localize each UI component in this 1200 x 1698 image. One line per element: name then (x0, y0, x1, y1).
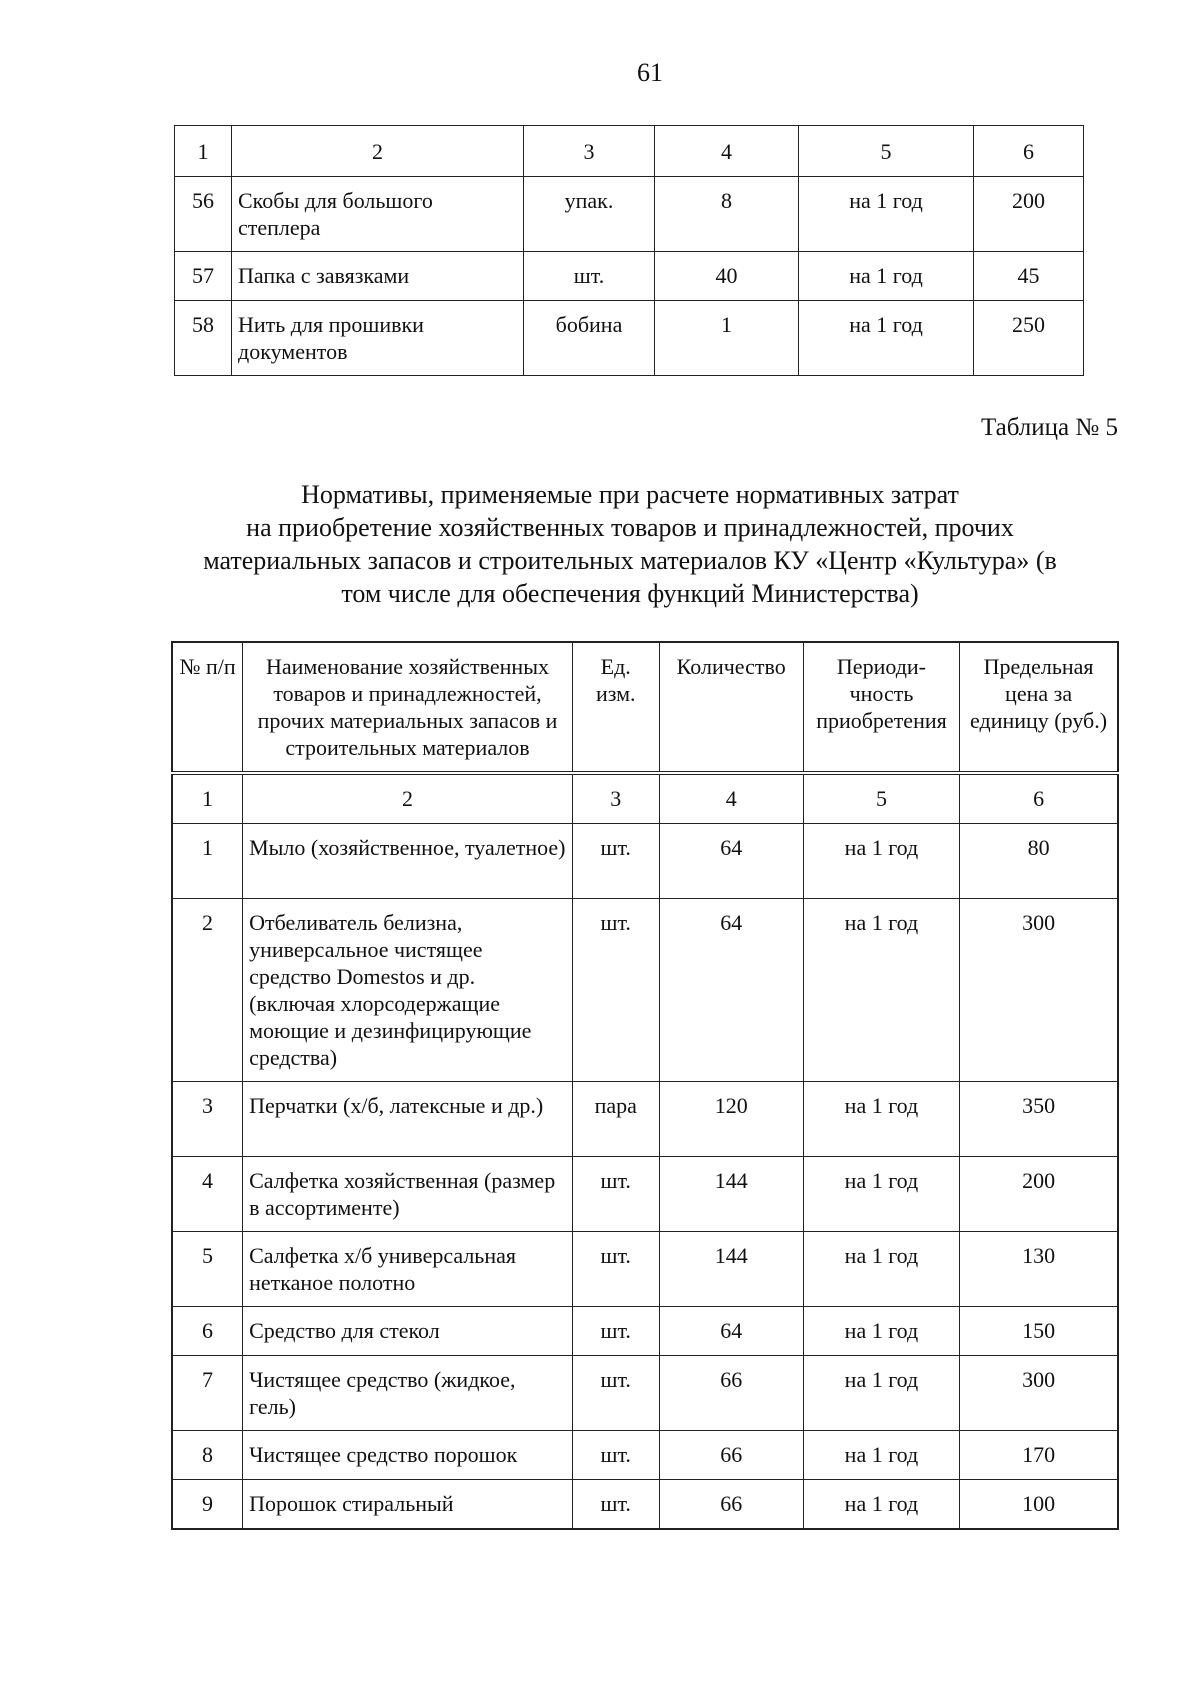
item-quantity: 66 (659, 1480, 803, 1530)
table-row (172, 824, 1118, 899)
item-period: на 1 год (799, 301, 974, 376)
column-header-price: Предельная цена за единицу (руб.) (960, 642, 1118, 773)
row-number: 8 (172, 1431, 243, 1480)
item-period: на 1 год (799, 252, 974, 301)
table-header-row (172, 642, 1118, 773)
item-name: Скобы для большого степлера (232, 177, 524, 252)
item-quantity: 64 (659, 899, 803, 1082)
item-price: 80 (960, 824, 1118, 899)
item-unit: шт. (572, 1431, 659, 1480)
item-period: на 1 год (803, 1356, 959, 1431)
item-quantity: 120 (659, 1082, 803, 1157)
title-line: на приобретение хозяйственных товаров и принадлежностей, прочих (246, 513, 1014, 542)
item-quantity: 40 (655, 252, 799, 301)
item-name: Чистящее средство (жидкое, гель) (243, 1356, 573, 1431)
item-name: Перчатки (х/б, латексные и др.) (243, 1082, 573, 1157)
item-unit: упак. (524, 177, 655, 252)
item-quantity: 8 (655, 177, 799, 252)
item-period: на 1 год (803, 899, 959, 1082)
item-unit: бобина (524, 301, 655, 376)
item-price: 100 (960, 1480, 1118, 1530)
item-name: Отбеливатель белизна, универсальное чистящее средство Domestos и др. (включая хлорсодержащие моющие и дезинфицирующие средства) (243, 899, 573, 1082)
title-line: Нормативы, применяемые при расчете нормативных затрат (301, 480, 959, 509)
column-number: 2 (243, 773, 573, 824)
item-unit: шт. (572, 1480, 659, 1530)
row-number: 3 (172, 1082, 243, 1157)
item-quantity: 64 (659, 1307, 803, 1356)
column-header-unit: Ед. изм. (572, 642, 659, 773)
item-quantity: 144 (659, 1232, 803, 1307)
header-cell: 6 (974, 126, 1084, 177)
table-row (172, 1431, 1118, 1480)
header-cell: 3 (524, 126, 655, 177)
item-period: на 1 год (803, 1082, 959, 1157)
column-number: 6 (960, 773, 1118, 824)
header-cell: 1 (175, 126, 232, 177)
item-price: 300 (960, 899, 1118, 1082)
column-numbers-row (172, 773, 1118, 824)
column-number: 4 (659, 773, 803, 824)
table-row (175, 177, 1084, 252)
column-header-number: № п/п (172, 642, 243, 773)
item-price: 150 (960, 1307, 1118, 1356)
item-period: на 1 год (803, 824, 959, 899)
item-unit: шт. (572, 1356, 659, 1431)
table-label: Таблица № 5 (980, 414, 1118, 441)
item-name: Салфетка х/б универсальная нетканое полотно (243, 1232, 573, 1307)
item-quantity: 66 (659, 1431, 803, 1480)
item-name: Порошок стиральный (243, 1480, 573, 1530)
item-unit: шт. (572, 1157, 659, 1232)
item-price: 300 (960, 1356, 1118, 1431)
table-row (175, 301, 1084, 376)
header-cell: 4 (655, 126, 799, 177)
table-row (172, 899, 1118, 1082)
item-name: Средство для стекол (243, 1307, 573, 1356)
column-header-name: Наименование хозяйственных товаров и принадлежностей, прочих материальных запасов и строительных материалов (243, 642, 573, 773)
table-row (172, 1082, 1118, 1157)
item-price: 350 (960, 1082, 1118, 1157)
item-price: 200 (974, 177, 1084, 252)
item-unit: шт. (572, 1232, 659, 1307)
table-row (172, 1480, 1118, 1530)
row-number: 4 (172, 1157, 243, 1232)
row-number: 7 (172, 1356, 243, 1431)
table-header-row (175, 126, 1084, 177)
document-title (170, 478, 1090, 610)
table-row (172, 1157, 1118, 1232)
table-row (172, 1232, 1118, 1307)
row-number: 58 (175, 301, 232, 376)
item-price: 250 (974, 301, 1084, 376)
title-line: том числе для обеспечения функций Министерства) (341, 579, 919, 608)
item-period: на 1 год (803, 1232, 959, 1307)
row-number: 2 (172, 899, 243, 1082)
item-quantity: 1 (655, 301, 799, 376)
item-period: на 1 год (803, 1157, 959, 1232)
table-row (172, 1307, 1118, 1356)
item-quantity: 144 (659, 1157, 803, 1232)
item-quantity: 64 (659, 824, 803, 899)
header-cell: 2 (232, 126, 524, 177)
item-name: Папка с завязками (232, 252, 524, 301)
page-number: 61 (637, 58, 663, 87)
title-line: материальных запасов и строительных материалов КУ «Центр «Культура» (в (203, 546, 1057, 575)
item-period: на 1 год (799, 177, 974, 252)
table-row (175, 252, 1084, 301)
item-price: 45 (974, 252, 1084, 301)
item-unit: шт. (524, 252, 655, 301)
header-cell: 5 (799, 126, 974, 177)
item-unit: шт. (572, 824, 659, 899)
item-unit: пара (572, 1082, 659, 1157)
item-price: 200 (960, 1157, 1118, 1232)
column-number: 5 (803, 773, 959, 824)
continued-table (174, 125, 1084, 376)
column-header-quantity: Количество (659, 642, 803, 773)
row-number: 56 (175, 177, 232, 252)
item-period: на 1 год (803, 1431, 959, 1480)
column-number: 1 (172, 773, 243, 824)
item-period: на 1 год (803, 1307, 959, 1356)
norms-table (171, 641, 1119, 1530)
item-unit: шт. (572, 899, 659, 1082)
item-period: на 1 год (803, 1480, 959, 1530)
column-number: 3 (572, 773, 659, 824)
item-name: Чистящее средство порошок (243, 1431, 573, 1480)
row-number: 5 (172, 1232, 243, 1307)
item-unit: шт. (572, 1307, 659, 1356)
table-row (172, 1356, 1118, 1431)
column-header-period: Периоди-чность приобретения (803, 642, 959, 773)
item-price: 170 (960, 1431, 1118, 1480)
row-number: 9 (172, 1480, 243, 1530)
row-number: 6 (172, 1307, 243, 1356)
item-name: Мыло (хозяйственное, туалетное) (243, 824, 573, 899)
item-price: 130 (960, 1232, 1118, 1307)
item-name: Нить для прошивки документов (232, 301, 524, 376)
row-number: 57 (175, 252, 232, 301)
item-quantity: 66 (659, 1356, 803, 1431)
row-number: 1 (172, 824, 243, 899)
item-name: Салфетка хозяйственная (размер в ассортименте) (243, 1157, 573, 1232)
